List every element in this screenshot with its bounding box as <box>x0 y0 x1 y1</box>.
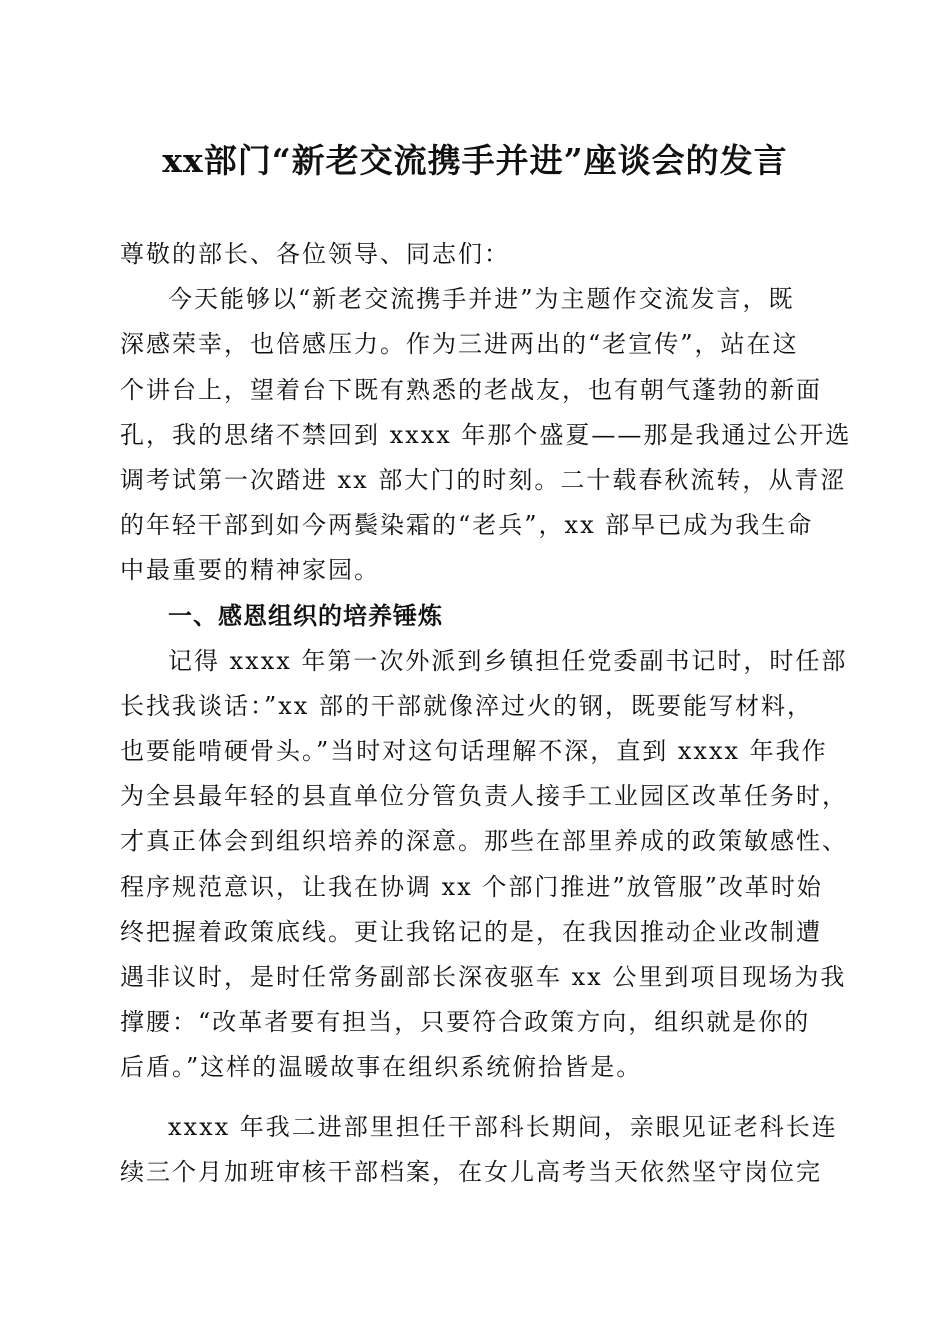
paragraph-line: 今天能够以“新老交流携手并进”为主题作交流发言，既 <box>168 285 795 314</box>
paragraph-line: 调考试第一次踏进 xx 部大门的时刻。二十载春秋流转，从青涩 <box>120 465 847 494</box>
paragraph-3 <box>120 1105 838 1195</box>
paragraph-spacer <box>120 1091 832 1105</box>
paragraph-2 <box>120 639 848 1091</box>
paragraph-line: 中最重要的精神家园。 <box>120 556 380 585</box>
paragraph-line: 后盾。”这样的温暖故事在组织系统俯拾皆是。 <box>120 1053 643 1082</box>
salutation: 尊敬的部长、各位领导、同志们： <box>120 240 510 268</box>
paragraph-line: 程序规范意识，让我在协调 xx 个部门推进”放管服”改革时始 <box>120 872 823 901</box>
paragraph-line: 个讲台上，望着台下既有熟悉的老战友，也有朝气蓬勃的新面 <box>120 375 822 404</box>
paragraph-line: 的年轻干部到如今两鬓染霜的“老兵”，xx 部早已成为我生命 <box>120 511 814 540</box>
paragraph-line: 长找我谈话：”xx 部的干部就像淬过火的钢，既要能写材料， <box>120 691 813 720</box>
paragraph-1 <box>120 277 852 593</box>
paragraph-line: 续三个月加班审核干部档案，在女儿高考当天依然坚守岗位完 <box>120 1157 822 1186</box>
paragraph-line: 记得 xxxx 年第一次外派到乡镇担任党委副书记时，时任部 <box>168 646 848 675</box>
paragraph-line: 孔，我的思绪不禁回到 xxxx 年那个盛夏——那是我通过公开选 <box>120 420 852 449</box>
paragraph-line: 遇非议时，是时任常务副部长深夜驱车 xx 公里到项目现场为我 <box>120 963 847 991</box>
document-title: xx部门“新老交流携手并进”座谈会的发言 <box>162 141 788 180</box>
paragraph-line: 深感荣幸，也倍感压力。作为三进两出的“老宣传”，站在这 <box>120 330 799 359</box>
paragraph-line: 才真正体会到组织培养的深意。那些在部里养成的政策敏感性、 <box>120 827 848 856</box>
paragraph-line: xxxx 年我二进部里担任干部科长期间，亲眼见证老科长连 <box>168 1112 838 1141</box>
paragraph-line: 撑腰：“改革者要有担当，只要符合政策方向，组织就是你的 <box>120 1008 811 1037</box>
document-body <box>120 232 852 1195</box>
paragraph-line: 为全县最年轻的县直单位分管负责人接手工业园区改革任务时， <box>120 782 848 811</box>
section-heading: 一、感恩组织的培养锤炼 <box>168 601 443 630</box>
paragraph-line: 也要能啃硬骨头。”当时对这句话理解不深，直到 xxxx 年我作 <box>120 737 828 766</box>
paragraph-line: 终把握着政策底线。更让我铭记的是，在我因推动企业改制遭 <box>120 917 822 946</box>
